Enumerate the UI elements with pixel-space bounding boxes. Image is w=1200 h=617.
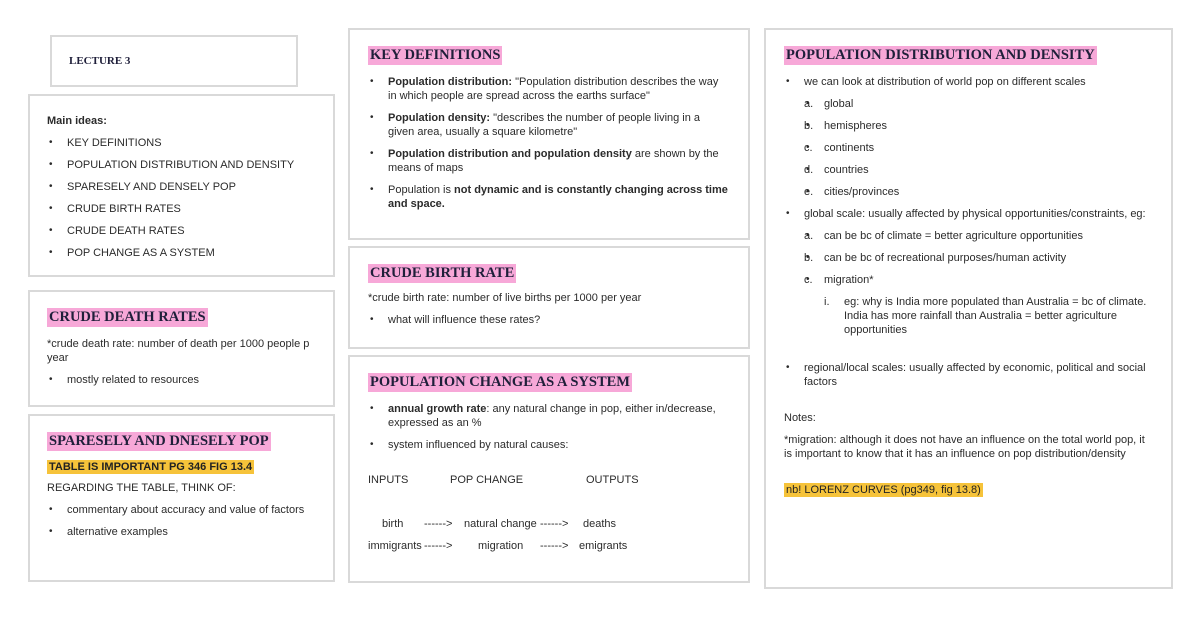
list-item: • CRUDE BIRTH RATES xyxy=(47,202,333,216)
main-ideas-list xyxy=(47,136,333,260)
row-arrow: ------> xyxy=(540,518,569,530)
table-note: TABLE IS IMPORTANT PG 346 FIG 13.4 xyxy=(49,461,253,473)
list-item: • SPARESELY AND DENSELY POP xyxy=(47,180,333,194)
sparse-dense-title: SPARESELY AND DNESELY POP xyxy=(49,433,269,449)
list-item: • e. cities/provinces xyxy=(804,185,1153,199)
lecture-label-box xyxy=(50,35,298,87)
main-ideas-heading: Main ideas: xyxy=(47,115,107,127)
population-system-box xyxy=(348,355,750,583)
population-system-title: POPULATION CHANGE AS A SYSTEM xyxy=(370,374,630,390)
row-migration: migration xyxy=(478,540,524,552)
birth-rate-definition: *crude birth rate: number of live births per 1000 per year xyxy=(368,292,642,304)
annual-growth-rate-item: • annual growth rate: any natural change in pop, either in/decrease, expressed as an % xyxy=(368,402,728,430)
global-scale-list xyxy=(784,229,1153,337)
row-deaths-output: deaths xyxy=(583,518,617,530)
system-table xyxy=(368,474,728,554)
india-example: i. eg: why is India more populated than Australia = bc of climate. India has more rainfall than Australia = better agriculture opportunities xyxy=(824,296,1147,336)
key-definitions-title: KEY DEFINITIONS xyxy=(370,47,501,63)
outputs-header: OUTPUTS xyxy=(586,474,639,486)
list-item: • b. can be bc of recreational purposes/human activity xyxy=(804,251,1153,265)
lorenz-note: nb! LORENZ CURVES (pg349, fig 13.8) xyxy=(786,484,981,496)
list-item: • POP CHANGE AS A SYSTEM xyxy=(47,246,333,260)
definition-maps: • Population distribution and population density are shown by the means of maps xyxy=(368,147,728,175)
sparse-dense-box xyxy=(28,414,335,582)
main-ideas-box xyxy=(28,94,335,277)
lecture-label: LECTURE 3 xyxy=(69,55,131,67)
list-item: • commentary about accuracy and value of factors xyxy=(47,503,323,517)
list-item: • KEY DEFINITIONS xyxy=(47,136,333,150)
distribution-density-title: POPULATION DISTRIBUTION AND DENSITY xyxy=(786,47,1095,63)
list-item: • c. migration* i. eg: why is India more populated than Australia = bc of climate. India has more rainfall than Australia = better agriculture opportunities xyxy=(804,273,1153,337)
distribution-density-box xyxy=(764,28,1173,589)
list-item: • mostly related to resources xyxy=(47,373,313,387)
definition-distribution: • Population distribution: "Population distribution describes the way in which people are spread across the earths surface" xyxy=(368,75,728,103)
list-item: • POPULATION DISTRIBUTION AND DENSITY xyxy=(47,158,333,172)
birth-rate-box xyxy=(348,246,750,349)
row-emigrants-output: emigrants xyxy=(579,540,628,552)
death-rate-title: CRUDE DEATH RATES xyxy=(49,309,206,325)
row-arrow: ------> xyxy=(540,540,569,552)
row-immigrants-input: immigrants xyxy=(368,540,422,552)
death-rate-box xyxy=(28,290,335,407)
list-item: • c. continents xyxy=(804,141,1153,155)
regarding-text: REGARDING THE TABLE, THINK OF: xyxy=(47,482,236,494)
list-item: • what will influence these rates? xyxy=(368,313,728,327)
death-rate-definition: *crude death rate: number of death per 1000 people p year xyxy=(47,338,310,364)
natural-causes-item: • system influenced by natural causes: xyxy=(368,438,728,452)
definition-density: • Population density: "describes the number of people living in a given area, usually a square kilometre" xyxy=(368,111,728,139)
row-birth-input: birth xyxy=(382,518,404,530)
row-arrow: ------> xyxy=(424,518,453,530)
global-scale-item: • global scale: usually affected by physical opportunities/constraints, eg: • a. can be bc of climate = better agriculture opportunities • b. can be bc of recreational purposes/human activity • c. migration* i. eg: why is India more populated than Australia = bc of climate. India has more rainfall than Australia = better agriculture opportunities xyxy=(784,207,1153,337)
pop-change-header: POP CHANGE xyxy=(450,474,524,486)
scales-list xyxy=(784,97,1153,199)
row-natural-change: natural change xyxy=(464,518,537,530)
birth-rate-title: CRUDE BIRTH RATE xyxy=(370,265,515,281)
scales-item: • we can look at distribution of world pop on different scales • a. global • b. hemispheres • c. continents • d. countries • e. cities/provinces xyxy=(784,75,1153,199)
list-item: • a. global xyxy=(804,97,1153,111)
regional-scale-item: • regional/local scales: usually affected by economic, political and social factors xyxy=(784,361,1153,389)
list-item: • CRUDE DEATH RATES xyxy=(47,224,333,238)
list-item: • d. countries xyxy=(804,163,1153,177)
notes-label: Notes: xyxy=(784,412,816,424)
list-item: • alternative examples xyxy=(47,525,323,539)
row-arrow: ------> xyxy=(424,540,453,552)
inputs-header: INPUTS xyxy=(368,474,409,486)
list-item: • a. can be bc of climate = better agriculture opportunities xyxy=(804,229,1153,243)
notes-text: *migration: although it does not have an influence on the total world pop, it is important to know that it has an influence on pop distribution/density xyxy=(784,434,1145,460)
definition-dynamic: • Population is not dynamic and is constantly changing across time and space. xyxy=(368,183,728,211)
list-item: • b. hemispheres xyxy=(804,119,1153,133)
key-definitions-box xyxy=(348,28,750,240)
